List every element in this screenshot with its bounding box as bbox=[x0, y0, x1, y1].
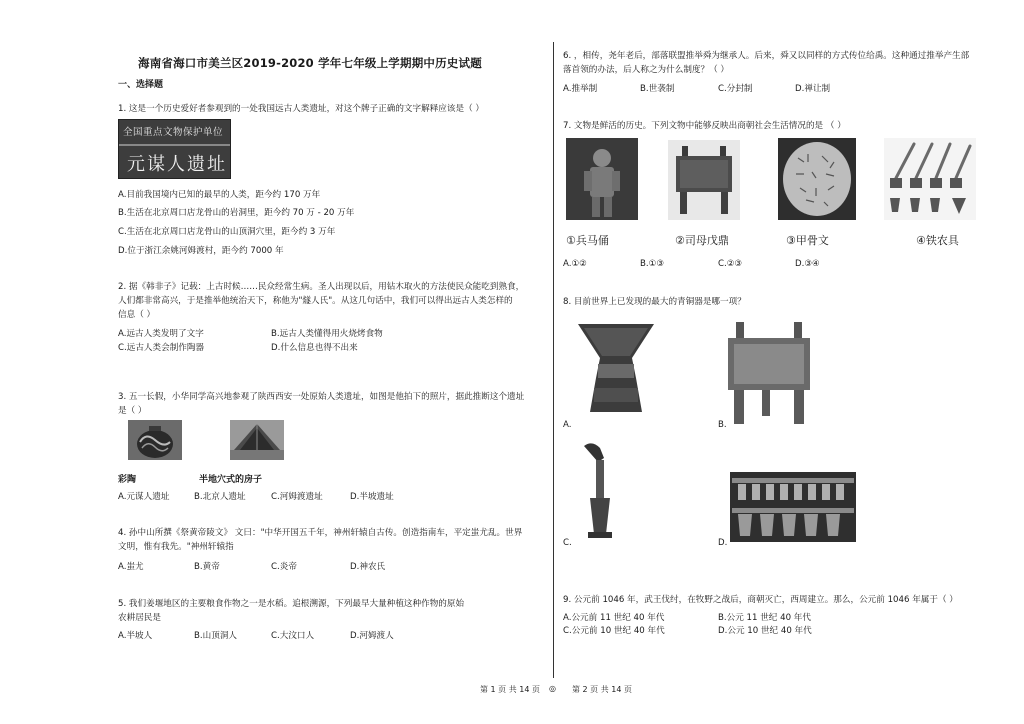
sign-text-line1: 全国重点文物保护单位 bbox=[123, 127, 224, 138]
q7-option-a[interactable]: A.①② bbox=[563, 259, 587, 269]
q7-terracotta-warrior-image bbox=[566, 138, 638, 220]
q3-stem-line2: 是（ ） bbox=[118, 406, 147, 416]
q7-stem: 7. 文物是鲜活的历史。下列文物中能够反映出商朝社会生活情况的是 （ ） bbox=[563, 121, 846, 131]
q4-option-a[interactable]: A.蚩尤 bbox=[118, 562, 144, 572]
q4-option-d[interactable]: D.神农氏 bbox=[350, 562, 386, 572]
q6-option-a[interactable]: A.推举制 bbox=[563, 84, 598, 94]
q4-option-b[interactable]: B.黄帝 bbox=[194, 562, 220, 572]
q7-option-b[interactable]: B.①③ bbox=[640, 259, 665, 269]
q7-caption-2: ②司母戊鼎 bbox=[675, 234, 729, 247]
q7-caption-4: ④铁农具 bbox=[916, 234, 959, 247]
q1-option-d[interactable]: D.位于浙江余姚河姆渡村，距今约 7000 年 bbox=[118, 246, 284, 256]
q2-option-b[interactable]: B.远古人类懂得用火烧烤食物 bbox=[271, 329, 383, 339]
sign-text-line2: 元谋人遗址 bbox=[127, 154, 227, 175]
q8-option-b[interactable]: B. bbox=[718, 420, 727, 430]
q6-option-d[interactable]: D.禅让制 bbox=[795, 84, 831, 94]
q1-option-b[interactable]: B.生活在北京周口店龙骨山的岩洞里，距今约 70 万 - 20 万年 bbox=[118, 208, 355, 218]
q2-stem-line1: 2. 据《韩非子》记载：上古时候……民众经常生病。圣人出现以后，用钻木取火的方法使民众能吃到熟食， bbox=[118, 282, 525, 292]
footer-page-right: 第 2 页 共 14 页 bbox=[572, 685, 632, 694]
q6-option-c[interactable]: C.分封制 bbox=[718, 84, 753, 94]
q5-stem-line2: 农耕居民是 bbox=[118, 613, 161, 623]
q7-caption-3: ③甲骨文 bbox=[786, 234, 829, 247]
q8-large-ding-image bbox=[722, 320, 816, 426]
q9-option-b[interactable]: B.公元 11 世纪 40 年代 bbox=[718, 613, 811, 623]
footer-page-left: 第 1 页 共 14 页 bbox=[480, 685, 540, 694]
column-divider bbox=[553, 42, 554, 678]
q5-stem-line1: 5. 我们姜堰地区的主要粮食作物之一是水稻。追根溯源，下列最早大量种植这种作物的原始 bbox=[118, 599, 465, 609]
q4-stem-line1: 4. 孙中山所撰《祭黄帝陵文》 文曰："中华开国五千年，神州轩辕自古传。创造指南车，平定蚩尤乱。世界 bbox=[118, 528, 523, 538]
q6-stem-line1: 6. ，相传，尧年老后，部落联盟推举舜为继承人。后来，舜又以同样的方式传位给禹。这种通过推举产生部 bbox=[563, 51, 970, 61]
q7-iron-tools-image bbox=[884, 138, 976, 220]
q9-stem: 9. 公元前 1046 年，武王伐纣，在牧野之战后，商朝灭亡，西周建立。那么，公元前 1046 年属于（ ） bbox=[563, 595, 958, 605]
q3-option-a[interactable]: A.元谋人遗址 bbox=[118, 492, 170, 502]
q1-sign-image bbox=[118, 119, 231, 179]
q5-option-a[interactable]: A.半坡人 bbox=[118, 631, 153, 641]
q4-stem-line2: 文明，惟有我先。"神州轩辕指 bbox=[118, 542, 234, 552]
q1-option-a[interactable]: A.目前我国境内已知的最早的人类，距今约 170 万年 bbox=[118, 190, 321, 200]
section-heading: 一、选择题 bbox=[118, 80, 164, 90]
q8-bell-set-image bbox=[730, 472, 856, 542]
q3-semi-pit-house-image bbox=[230, 420, 284, 460]
q2-option-c[interactable]: C.远古人类会制作陶器 bbox=[118, 343, 205, 353]
q9-option-c[interactable]: C.公元前 10 世纪 40 年代 bbox=[563, 626, 665, 636]
q3-option-c[interactable]: C.河姆渡遗址 bbox=[271, 492, 323, 502]
q2-option-d[interactable]: D.什么信息也得不出来 bbox=[271, 343, 358, 353]
q8-option-a[interactable]: A. bbox=[563, 420, 572, 430]
q3-option-b[interactable]: B.北京人遗址 bbox=[194, 492, 246, 502]
q6-option-b[interactable]: B.世袭制 bbox=[640, 84, 675, 94]
q2-option-a[interactable]: A.远古人类发明了文字 bbox=[118, 329, 204, 339]
q3-option-d[interactable]: D.半坡遗址 bbox=[350, 492, 394, 502]
q8-option-d[interactable]: D. bbox=[718, 538, 728, 548]
q5-option-b[interactable]: B.山顶洞人 bbox=[194, 631, 238, 641]
q7-option-d[interactable]: D.③④ bbox=[795, 259, 820, 269]
q8-bronze-figure-image bbox=[578, 438, 620, 540]
q9-option-d[interactable]: D.公元 10 世纪 40 年代 bbox=[718, 626, 812, 636]
q7-simuwu-ding-image bbox=[668, 140, 740, 220]
q1-stem: 1. 这是一个历史爱好者参观到的一处我国远古人类遗址，对这个牌子正确的文字解释应该是（ ） bbox=[118, 104, 485, 114]
q3-painted-pottery-image bbox=[128, 420, 182, 460]
q2-stem-line2: 人们都非常高兴，于是推举他统治天下，称他为"燧人氏"。从这几句话中，我们可以得出远古人类怎样的 bbox=[118, 296, 513, 306]
q4-option-c[interactable]: C.炎帝 bbox=[271, 562, 297, 572]
q8-stem: 8. 目前世界上已发现的最大的青铜器是哪一项？ bbox=[563, 297, 746, 307]
q3-caption-house: 半地穴式的房子 bbox=[199, 475, 263, 485]
q8-option-c[interactable]: C. bbox=[563, 538, 572, 548]
q7-caption-1: ①兵马俑 bbox=[566, 234, 609, 247]
q3-stem-line1: 3. 五一长假，小华同学高兴地参观了陕西西安一处原始人类遗址，如图是他拍下的照片，据此推断这个遗址 bbox=[118, 392, 525, 402]
footer-separator: ◎ bbox=[549, 684, 556, 693]
q8-zun-vessel-image bbox=[572, 318, 660, 418]
q1-option-c[interactable]: C.生活在北京周口店龙骨山的山顶洞穴里，距今约 3 万年 bbox=[118, 227, 336, 237]
exam-title: 海南省海口市美兰区2019-2020 学年七年级上学期期中历史试题 bbox=[138, 56, 482, 70]
q9-option-a[interactable]: A.公元前 11 世纪 40 年代 bbox=[563, 613, 665, 623]
q5-option-d[interactable]: D.河姆渡人 bbox=[350, 631, 394, 641]
q7-oracle-bone-image bbox=[778, 138, 856, 220]
q3-caption-pottery: 彩陶 bbox=[118, 475, 137, 485]
q6-stem-line2: 落首领的办法，后人称之为什么制度？（ ） bbox=[563, 65, 730, 75]
q7-option-c[interactable]: C.②③ bbox=[718, 259, 743, 269]
q5-option-c[interactable]: C.大汶口人 bbox=[271, 631, 315, 641]
q2-stem-line3: 信息（ ） bbox=[118, 310, 156, 320]
